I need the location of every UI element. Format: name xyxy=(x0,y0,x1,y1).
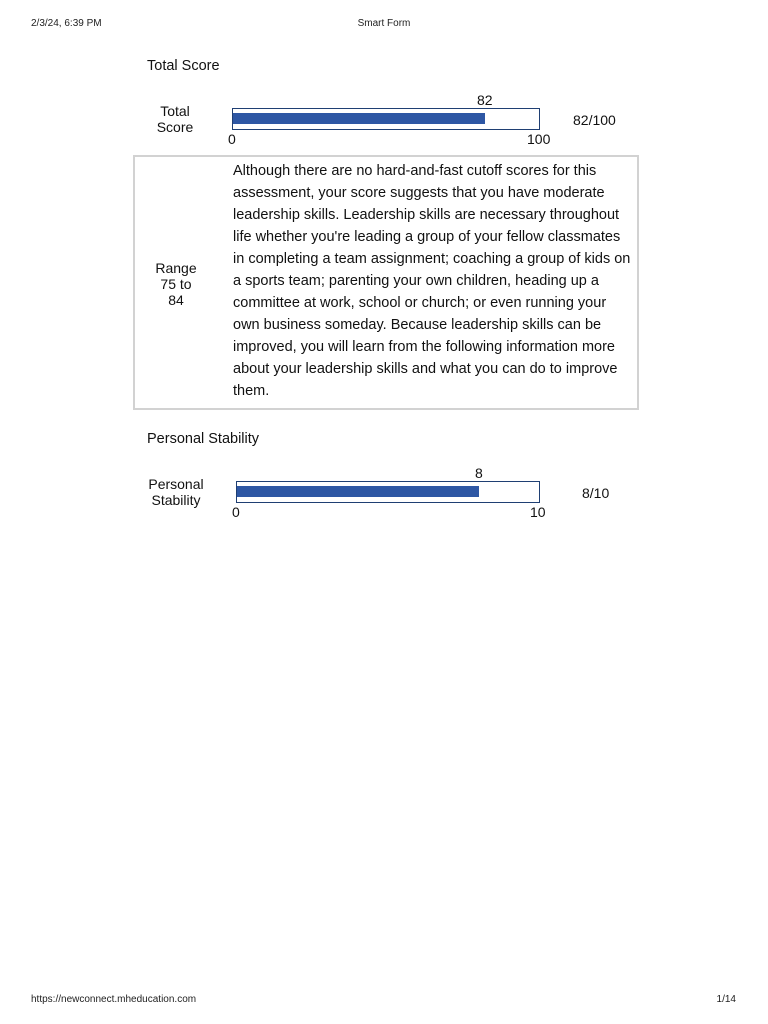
total-score-value-label: 82 xyxy=(477,92,493,108)
total-score-axis-max: 100 xyxy=(527,131,551,147)
range-description: Although there are no hard-and-fast cutoff scores for this assessment, your score suggests that you have moderate leadership skills. Leadership skills are necessary throughout life whether you're leading a group of your fellow classmates in completing a team assignment; coaching a group of kids on a sports team; parenting your own children, heading up a committee at work, school or church; or even running your own business someday. Because leadership skills can be improved, you will learn from the following information more about your leadership skills and what you can do to improve them. xyxy=(233,163,631,399)
personal-stability-bar-fill xyxy=(237,486,479,497)
personal-stability-bar-label xyxy=(140,476,212,508)
total-score-section-title: Total Score xyxy=(147,58,220,74)
personal-stability-score-text: 8/10 xyxy=(582,485,610,501)
range-label-line3: 84 xyxy=(168,292,184,308)
total-score-text: 82/100 xyxy=(573,112,616,128)
total-score-label-line1: Total xyxy=(160,103,190,119)
total-score-bar-fill xyxy=(233,113,485,124)
print-url: https://newconnect.mheducation.com xyxy=(31,994,197,1005)
print-page-number: 1/14 xyxy=(716,994,736,1005)
personal-stability-axis-max: 10 xyxy=(530,504,546,520)
total-score-label-line2: Score xyxy=(156,119,194,135)
total-score-bar-label xyxy=(145,103,205,135)
personal-stability-label-line2: Stability xyxy=(151,492,201,508)
print-page-title: Smart Form xyxy=(357,18,411,29)
personal-stability-axis-min: 0 xyxy=(232,504,240,520)
range-label xyxy=(143,260,209,308)
personal-stability-value-label: 8 xyxy=(475,465,483,481)
print-datetime: 2/3/24, 6:39 PM xyxy=(31,18,102,29)
range-label-line1: Range xyxy=(155,260,197,276)
total-score-axis-min: 0 xyxy=(228,131,236,147)
personal-stability-section-title: Personal Stability xyxy=(147,431,260,447)
personal-stability-label-line1: Personal xyxy=(148,476,204,492)
range-label-line2: 75 to xyxy=(160,276,192,292)
